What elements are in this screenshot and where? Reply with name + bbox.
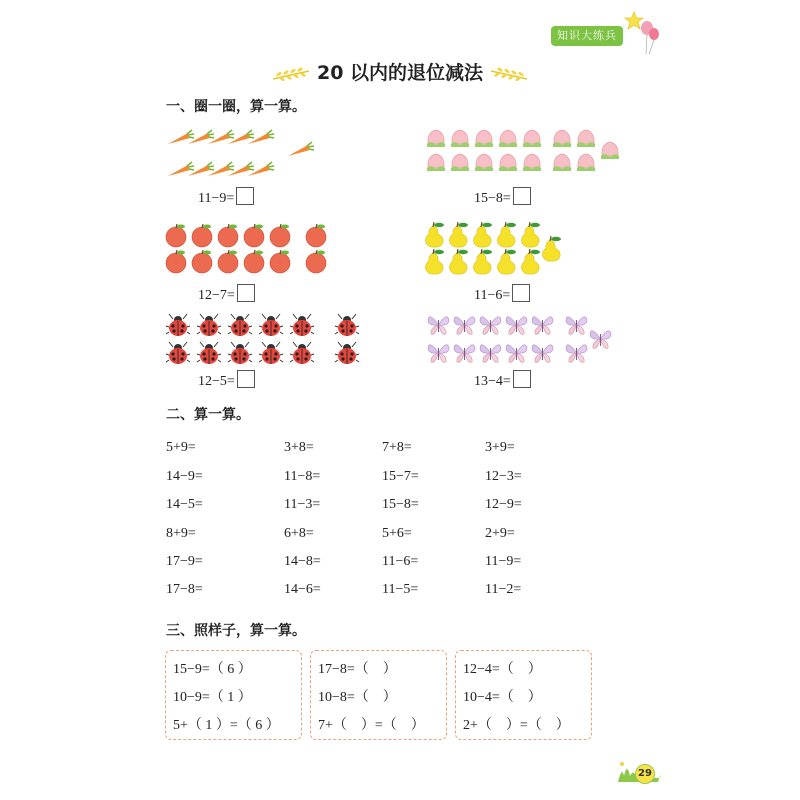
- equation-13-4: [474, 370, 531, 390]
- drill-item: 6+8=: [284, 526, 314, 541]
- drill-item: 14−5=: [166, 497, 203, 512]
- butterfly-group: [426, 310, 616, 368]
- equation-text: 13−4=: [474, 374, 511, 389]
- exercise-line[interactable]: 12−4=（ ）: [463, 662, 542, 677]
- equation-11-6: [474, 284, 530, 304]
- drill-item: 8+9=: [166, 526, 196, 541]
- drill-item: 7+8=: [382, 440, 412, 455]
- answer-box[interactable]: [237, 284, 255, 302]
- drill-item: 11−6=: [382, 554, 419, 569]
- drill-item: 11−8=: [284, 469, 321, 484]
- pear-group: [422, 222, 572, 276]
- page-title: [0, 58, 800, 85]
- ladybug-group: [164, 312, 364, 368]
- equation-12-7: [198, 284, 255, 304]
- section2-heading: 二、算一算。: [166, 407, 250, 423]
- drill-item: 14−8=: [284, 554, 321, 569]
- example-line: 10−9=（ 1 ）: [173, 690, 252, 705]
- answer-box[interactable]: [236, 187, 254, 205]
- example-box: [165, 650, 302, 740]
- page-number: [614, 754, 664, 784]
- equation-text: 15−8=: [474, 191, 511, 206]
- drill-item: 17−8=: [166, 582, 203, 597]
- example-line: 15−9=（ 6 ）: [173, 662, 252, 677]
- exercise-line[interactable]: 17−8=（ ）: [318, 662, 397, 677]
- equation-text: 11−9=: [198, 191, 235, 206]
- wheat-left-icon: [271, 67, 311, 81]
- drill-item: 3+8=: [284, 440, 314, 455]
- exercise-box: [455, 650, 592, 740]
- exercise-line[interactable]: 7+（ ）=（ ）: [318, 718, 425, 733]
- peach-group: [424, 126, 624, 174]
- drill-item: 2+9=: [485, 526, 515, 541]
- drill-item: 5+9=: [166, 440, 196, 455]
- drill-item: 17−9=: [166, 554, 203, 569]
- answer-box[interactable]: [237, 370, 255, 388]
- exercise-line[interactable]: 10−4=（ ）: [463, 690, 542, 705]
- page-number-text: 29: [635, 764, 655, 784]
- carrot-group: [166, 122, 326, 180]
- page-title-text: 20 以内的退位减法: [316, 62, 484, 84]
- answer-box[interactable]: [513, 370, 531, 388]
- answer-box[interactable]: [513, 187, 531, 205]
- exercise-line[interactable]: 10−8=（ ）: [318, 690, 397, 705]
- equation-text: 12−7=: [198, 288, 235, 303]
- drill-item: 12−9=: [485, 497, 522, 512]
- drill-item: 11−3=: [284, 497, 321, 512]
- star-balloon-icon: [622, 8, 670, 56]
- answer-box[interactable]: [512, 284, 530, 302]
- drill-item: 3+9=: [485, 440, 515, 455]
- drill-item: 11−9=: [485, 554, 522, 569]
- drill-item: 12−3=: [485, 469, 522, 484]
- section3-heading: 三、照样子，算一算。: [166, 623, 306, 639]
- drill-item: 5+6=: [382, 526, 412, 541]
- drill-item: 15−8=: [382, 497, 419, 512]
- equation-text: 11−6=: [474, 288, 511, 303]
- equation-11-9: [198, 187, 254, 207]
- drill-item: 11−2=: [485, 582, 522, 597]
- apple-group: [164, 222, 334, 276]
- section-badge: 知识大练兵: [551, 26, 623, 46]
- equation-text: 12−5=: [198, 374, 235, 389]
- drill-item: 15−7=: [382, 469, 419, 484]
- example-line: 5+（ 1 ）=（ 6 ）: [173, 718, 280, 733]
- exercise-line[interactable]: 2+（ ）=（ ）: [463, 718, 570, 733]
- drill-item: 11−5=: [382, 582, 419, 597]
- drill-item: 14−6=: [284, 582, 321, 597]
- drill-item: 14−9=: [166, 469, 203, 484]
- equation-15-8: [474, 187, 531, 207]
- section1-heading: 一、圈一圈，算一算。: [166, 99, 306, 115]
- exercise-box: [310, 650, 447, 740]
- equation-12-5: [198, 370, 255, 390]
- wheat-right-icon: [489, 67, 529, 81]
